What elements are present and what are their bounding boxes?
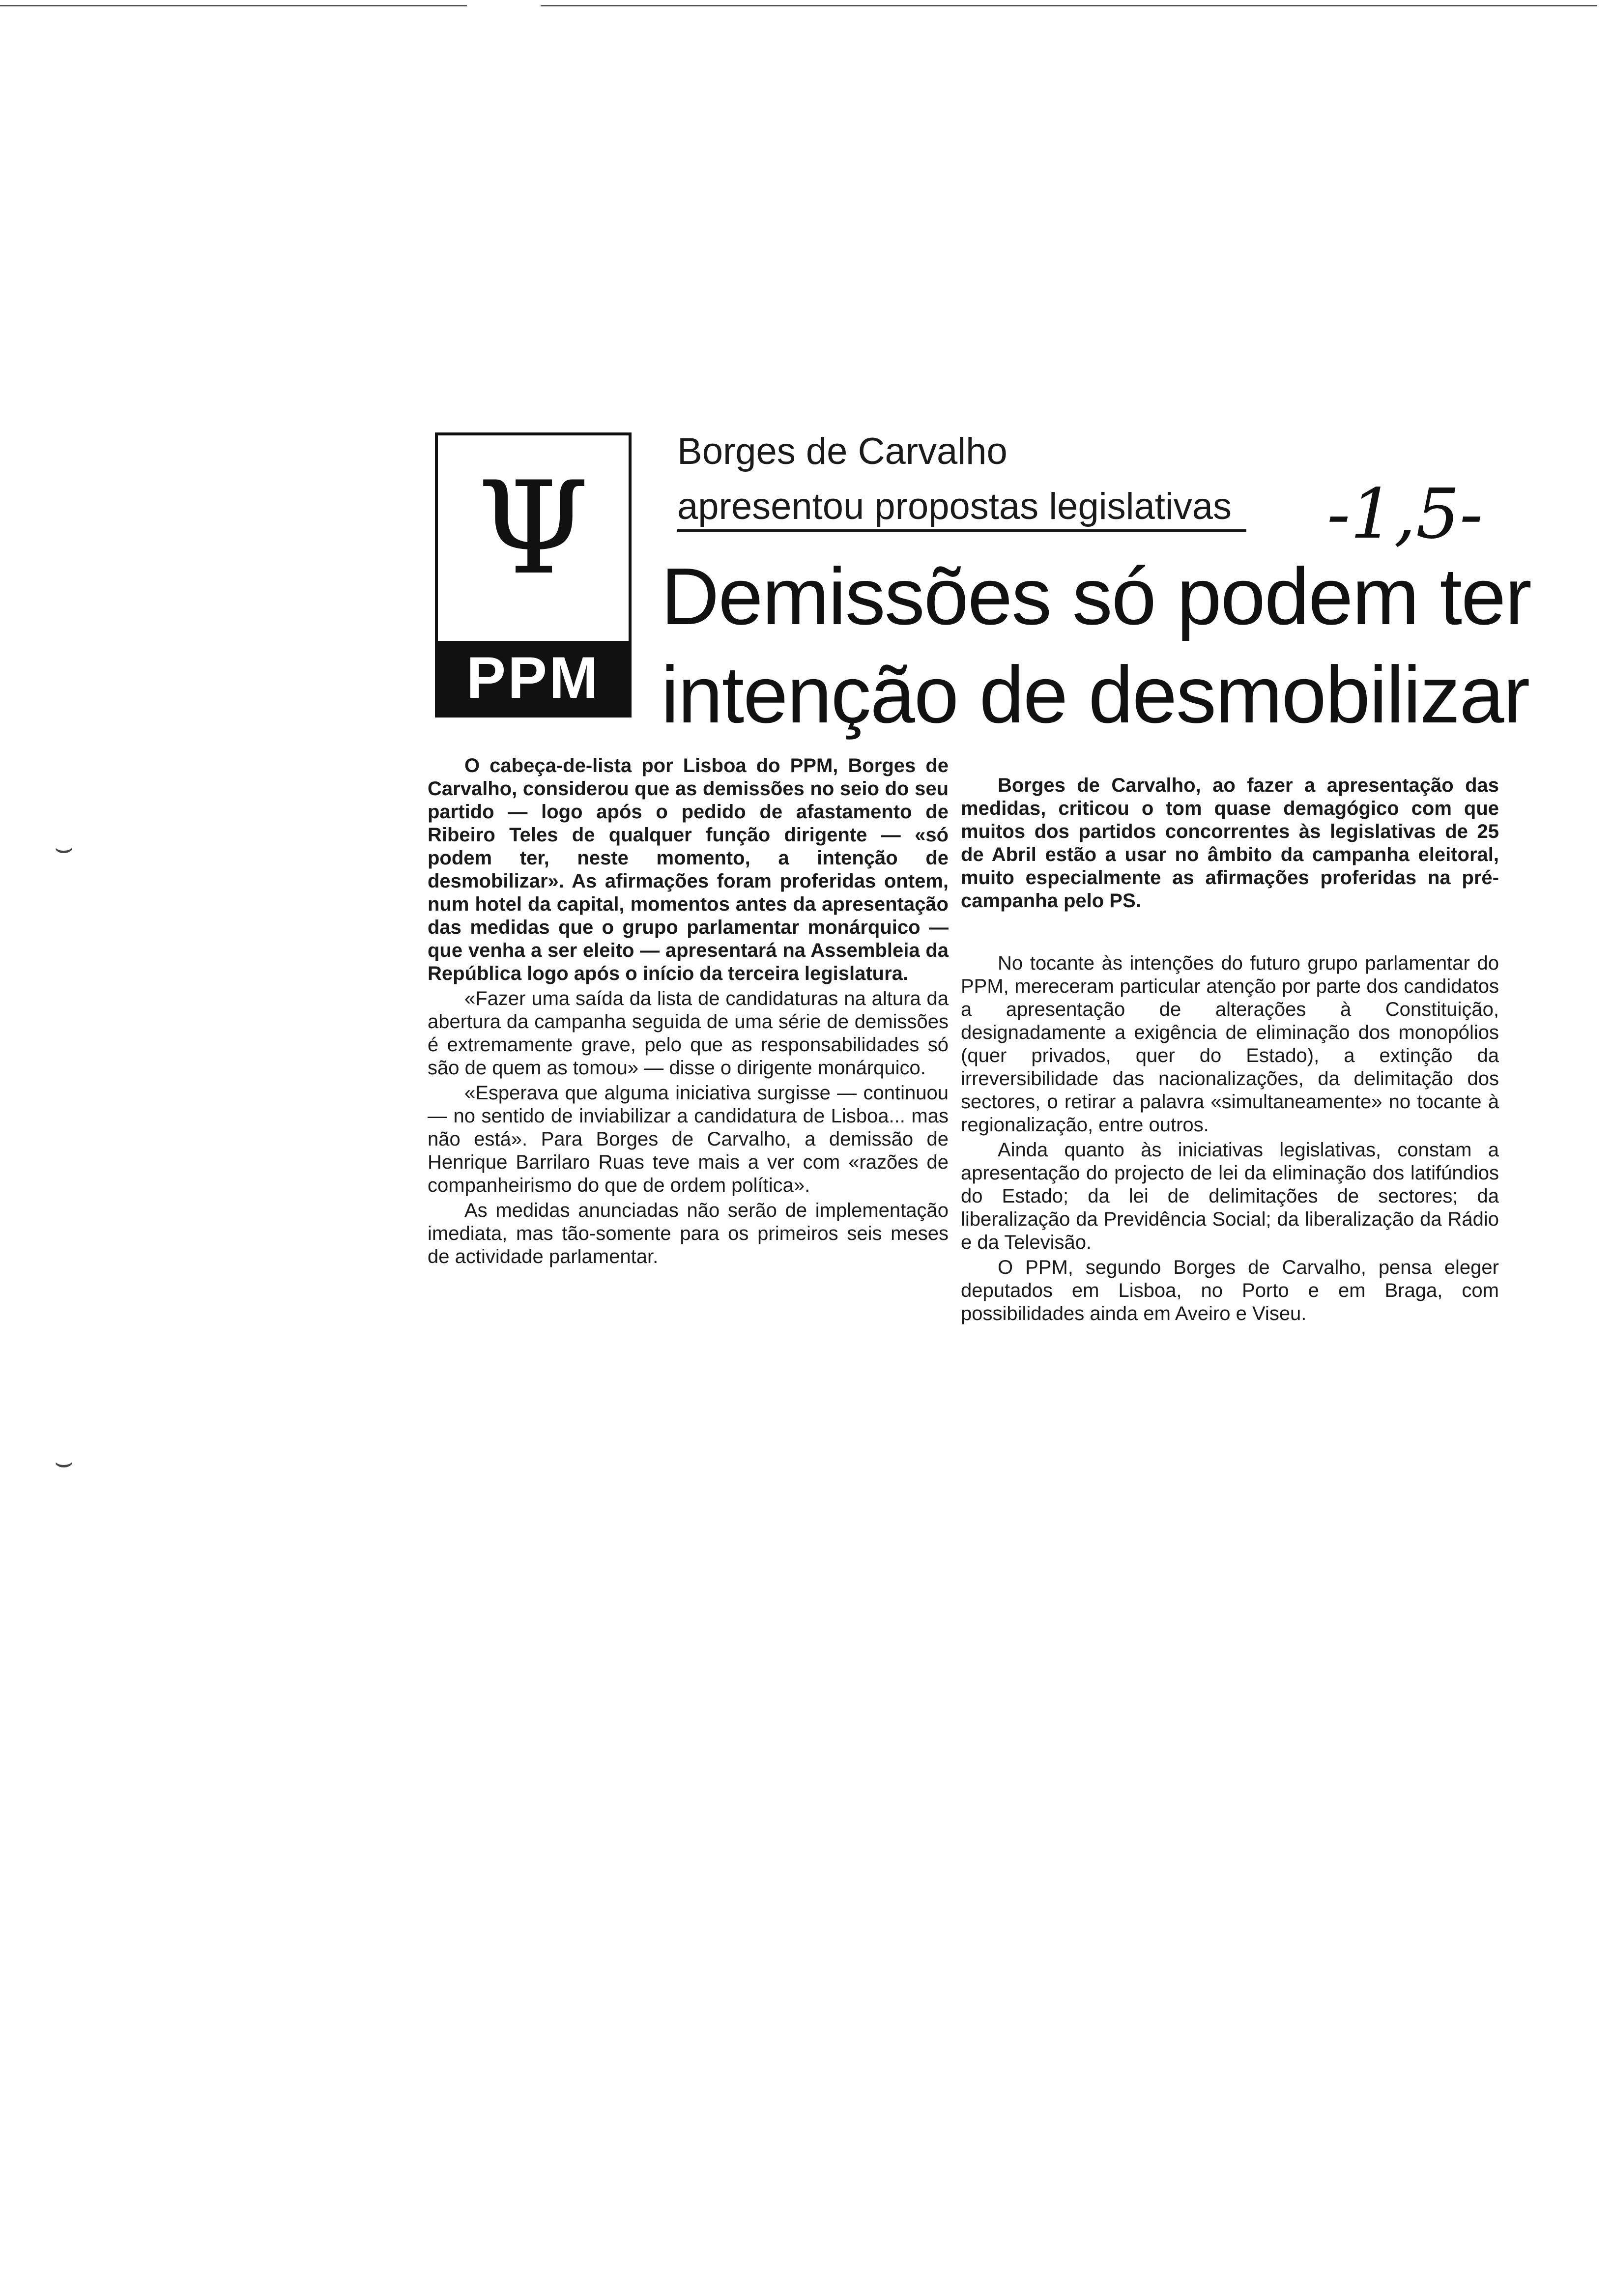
article-right-column xyxy=(961,774,1499,1327)
kicker-line-2: apresentou propostas legislativas xyxy=(677,484,1246,532)
paragraph: Ainda quanto às iniciativas legislativas, constam a apresentação do projecto de lei da eliminação dos latifúndios do Estado; da lei de delimitações de sectores; da liberalização da Previdência Social; da liberalização da Rádio e da Televisão. xyxy=(961,1139,1499,1253)
handwritten-note: -1,5- xyxy=(1327,474,1483,554)
paragraph: «Esperava que alguma iniciativa surgisse — continuou — no sentido de inviabilizar a candidatura de Lisboa... mas não está». Para Borges de Carvalho, a demissão de Henrique Barrilaro Ruas teve mais a ver com «razões de companheirismo do que de ordem política». xyxy=(428,1082,949,1196)
logo-label: PPM xyxy=(438,641,629,715)
paragraph: «Fazer uma saída da lista de candidaturas na altura da abertura da campanha seguida de uma série de demissões é extremamente grave, pelo que as responsabilidades só são de quem as tomou» — disse o dirigente monárquico. xyxy=(428,988,949,1079)
headline-line-1: Demissões só podem ter xyxy=(661,551,1531,641)
paragraph: No tocante às intenções do futuro grupo parlamentar do PPM, mereceram particular atenção por parte dos candidatos a apresentação de alterações à Constituição, designadamente a exigência de eliminação dos monopólios (quer privados, quer do Estado), a extinção da irreversibilidade das nacionalizações, da delimitação dos sectores, o retirar a palavra «simultaneamente» no tocante à regionalização, entre outros. xyxy=(961,952,1499,1136)
paragraph: O PPM, segundo Borges de Carvalho, pensa eleger deputados em Lisboa, no Porto e em Braga, com possibilidades ainda em Aveiro e Viseu. xyxy=(961,1257,1499,1324)
kicker-line-1: Borges de Carvalho xyxy=(677,430,1008,472)
scan-mark: ⌣ xyxy=(54,1445,74,1478)
scan-edge-line xyxy=(0,5,467,6)
paragraph: O cabeça-de-lista por Lisboa do PPM, Borges de Carvalho, considerou que as demissões no seio do seu partido — logo após o pedido de afastamento de Ribeiro Teles de qualquer função dirigente — «só podem ter, neste momento, a intenção de desmobilizar». As afirmações foram proferidas ontem, num hotel da capital, momentos antes da apresentação das medidas que o grupo parlamentar monárquico — que venha a ser eleito — apresentará na Assembleia da República logo após o início da terceira legislatura. xyxy=(428,755,949,984)
article-left-column xyxy=(428,754,949,1270)
scan-edge-line xyxy=(541,5,1597,6)
scan-mark: ⌣ xyxy=(54,831,74,864)
paragraph: As medidas anunciadas não serão de implementação imediata, mas tão-somente para os primeiros seis meses de actividade parlamentar. xyxy=(428,1200,949,1267)
trident-icon: Ψ xyxy=(477,455,589,603)
paragraph: Borges de Carvalho, ao fazer a apresentação das medidas, criticou o tom quase demagógico com que muitos dos partidos concorrentes às legislativas de 25 de Abril estão a usar no âmbito da campanha eleitoral, muito especialmente as afirmações proferidas na pré-campanha pelo PS. xyxy=(961,775,1499,912)
headline-line-2: intenção de desmobilizar xyxy=(661,650,1529,740)
ppm-logo xyxy=(435,432,632,718)
